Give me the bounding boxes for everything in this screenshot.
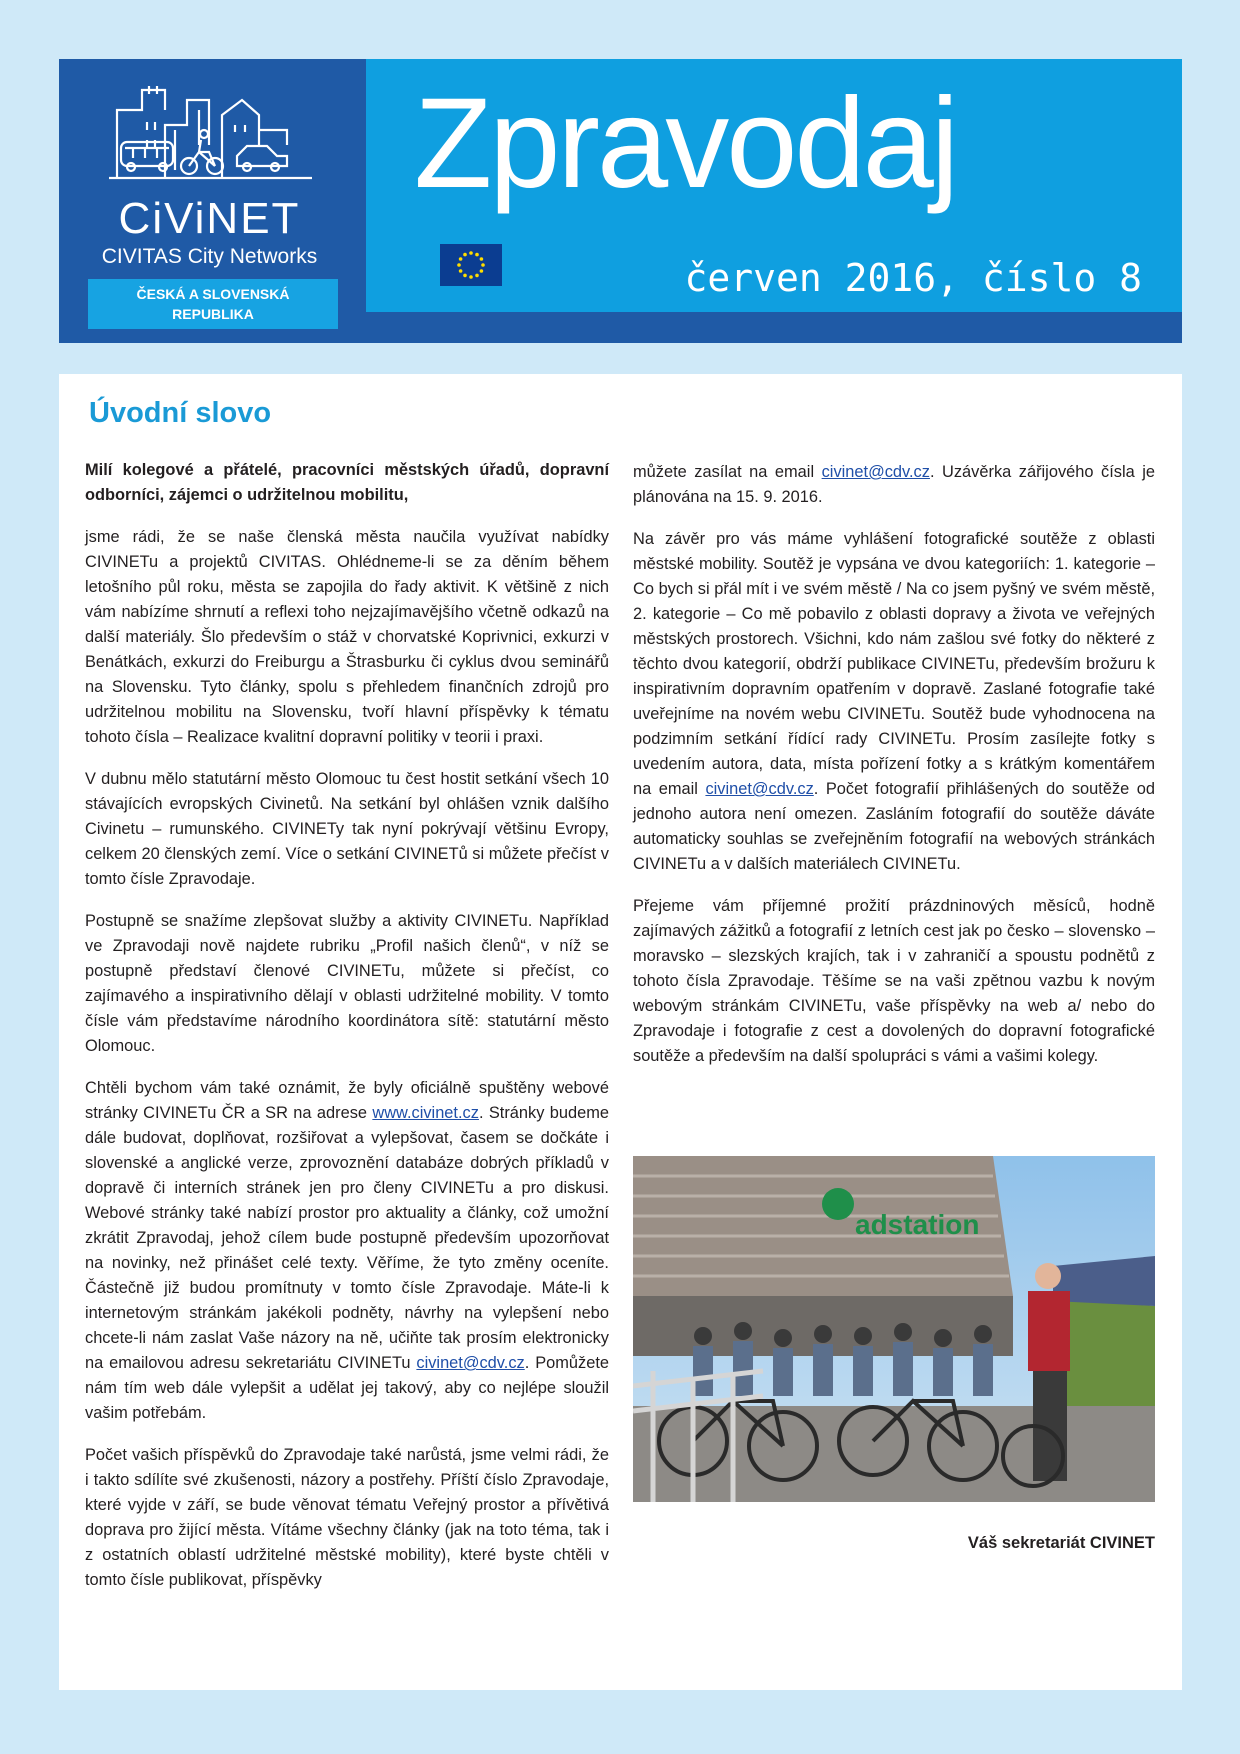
paragraph-6 [633,460,1155,510]
paragraph-2: V dubnu mělo statutární město Olomouc tu čest hostit setkání všech 10 stávajících evropských Civinetů. Na setkání byl ohlášen vznik dalšího Civinetu – rumunského. CIVINETy tak nyní pokrývají většinu Evropy, celkem 20 členských zemí. Více o setkání CIVINETů si můžete přečíst v tomto čísle Zpravodaje. [85,770,609,888]
lead-paragraph: Milí kolegové a přátelé, pracovníci městských úřadů, dopravní odborníci, zájemci o udržitelnou mobilitu, [85,461,609,504]
paragraph-6-text-b: . Uzávěrka zářijového čísla je plánována na 15. 9. 2016. [633,463,1155,506]
right-column [633,460,1155,1086]
paragraph-1: jsme rádi, že se naše členská města naučila využívat nabídky CIVINETu a projektů CIVITAS. Ohlédneme-li se za děním během letošního půl roku, města se zapojila do řady aktivit. K většině z nich vám nabízíme shrnutí a reflexi toho nejzajímavějšího včetně odkazů na další materiály. Šlo především o stáž v chorvatské Koprivnici, exkurzi v Benátkách, exkurzi do Freiburgu a Štrasburku či cyklus dvou seminářů na Slovensku. Tyto články, spolu s přehledem finančních zdrojů pro udržitelnou mobilitu na Slovensku, tvoří hlavní příspěvky k tématu tohoto čísla – Realizace kvalitní dopravní politiky v teorii i praxi. [85,528,609,746]
country-line-1: ČESKÁ A SLOVENSKÁ [136,286,290,302]
section-title: Úvodní slovo [89,397,272,429]
paragraph-8: Přejeme vám příjemné prožití prázdninových měsíců, hodně zajímavých zážitků a fotografií z letních cest jak po česko – slovensko – moravsko – slezských krajích, tak i v zahraničí a spoustu podnětů z tohoto čísla Zpravodaje. Těšíme se na vaši zpětnou vazbu k novým webovým stránkám CIVINETu, vaše příspěvky na web a/ nebo do Zpravodaje i fotografie z cest a dovolených do dopravní fotografické soutěže a především na další spolupráci s vámi a vašimi kolegy. [633,897,1155,1065]
paragraph-4-text-a: Chtěli bychom vám také oznámit, že byly oficiálně spuštěny webové stránky CIVINETu ČR a SR na adrese [85,1079,609,1122]
paragraph-3: Postupně se snažíme zlepšovat služby a aktivity CIVINETu. Například ve Zpravodaji nově najdete rubriku „Profil našich členů“, v níž se postupně představí členové CIVINETu, můžete si přečíst, co zajímavého a inspirativního dělají v oblasti udržitelné mobility. V tomto čísle vám představíme národního koordinátora sítě: statutární město Olomouc. [85,912,609,1055]
newsletter-header [59,59,1182,343]
title-banner [366,59,1182,312]
article-panel [59,374,1182,1690]
logo-wordmark: CiViNET [118,194,301,243]
photo-caption: Váš sekretariát CIVINET [967,1534,1155,1552]
country-label [88,279,338,329]
paragraph-7-text-a: Na závěr pro vás máme vyhlášení fotografické soutěže z oblasti městské mobility. Soutěž je vypsána ve dvou kategoriích: 1. kategorie – Co bych si přál mít i ve svém městě / Na co jsem pyšný ve svém městě, 2. kategorie – Co mě pobavilo z oblasti dopravy a života ve veřejných městských prostorech. Všichni, kdo nám zašlou své fotky do některé z těchto dvou kategorií, obdrží publikace CIVINETu, především brožuru k inspirativním dopravním opatřením v dopravě. Zaslané fotografie také uveřejníme na novém webu CIVINETu. Soutěž bude vyhodnocena na podzimním setkání řídící rady CIVINETu. Prosím zasílejte fotky s uvedením autora, data, místa pořízení fotky a s krátkým komentářem na email [633,530,1155,798]
eu-flag-icon [440,244,502,286]
email-link[interactable]: civinet@cdv.cz [416,1354,525,1372]
paragraph-7-text-b: . Počet fotografií přihlášených do soutěže od jednoho autora není omezen. Zasláním fotografií do soutěže dáváte automaticky souhlas se zveřejněním fotografií na webových stránkách CIVINETu a v dalších materiálech CIVINETu. [633,780,1155,873]
paragraph-4-text-c: . Pomůžete nám tím web dále vylepšit a udělat jej takový, aby co nejlépe sloužil vašim potřebám. [85,1354,609,1422]
issue-date: červen 2016, číslo 8 [684,256,1142,300]
newsletter-title: Zpravodaj [414,72,957,215]
left-column [85,458,609,1610]
cyclists-photo-image [633,1156,1155,1502]
group-photo [633,1156,1155,1502]
paragraph-6-text-a: můžete zasílat na email [633,463,822,481]
photo-sign-text: adstation [855,1209,980,1240]
paragraph-7 [633,527,1155,877]
logo-subtitle: CIVITAS City Networks [101,245,318,268]
email-link[interactable]: civinet@cdv.cz [821,463,930,481]
city-skyline-logo-icon [87,70,332,200]
civinet-logo [87,70,332,268]
email-link[interactable]: civinet@cdv.cz [705,780,814,798]
country-line-2: REPUBLIKA [172,306,254,322]
website-link[interactable]: www.civinet.cz [372,1104,479,1122]
paragraph-4-text-b: . Stránky budeme dále budovat, doplňovat, rozšiřovat a vylepšovat, časem se dočkáte i slovenské a anglické verze, zprovoznění databáze dobrých příkladů v dopravě či interních stránek jen pro členy CIVINETu a pro diskusi. Webové stránky také nabízí prostor pro aktuality a články, což umožní zkrátit Zpravodaj, jehož cílem bude postupně především upozorňovat na novinky, než přinášet celé texty. Věříme, že tyto změny oceníte. Částečně již budou promítnuty v tomto čísle Zpravodaje. Máte-li k internetovým stránkám jakékoli podněty, návrhy na vylepšení nebo chcete-li nám zaslat Vaše názory na ně, učiňte tak prosím elektronicky na emailovou adresu sekretariátu CIVINETu [85,1104,609,1372]
paragraph-5: Počet vašich příspěvků do Zpravodaje také narůstá, jsme velmi rádi, že i takto sdílíte své zkušenosti, názory a postřehy. Příští číslo Zpravodaje, které vyjde v září, se bude věnovat tématu Veřejný prostor a přívětivá doprava pro žijící města. Vítáme všechny články (jak na toto téma, tak i z ostatních oblastí udržitelné městské mobility), které byste chtěli v tomto čísle publikovat, příspěvky [85,1446,609,1589]
paragraph-4 [85,1076,609,1426]
